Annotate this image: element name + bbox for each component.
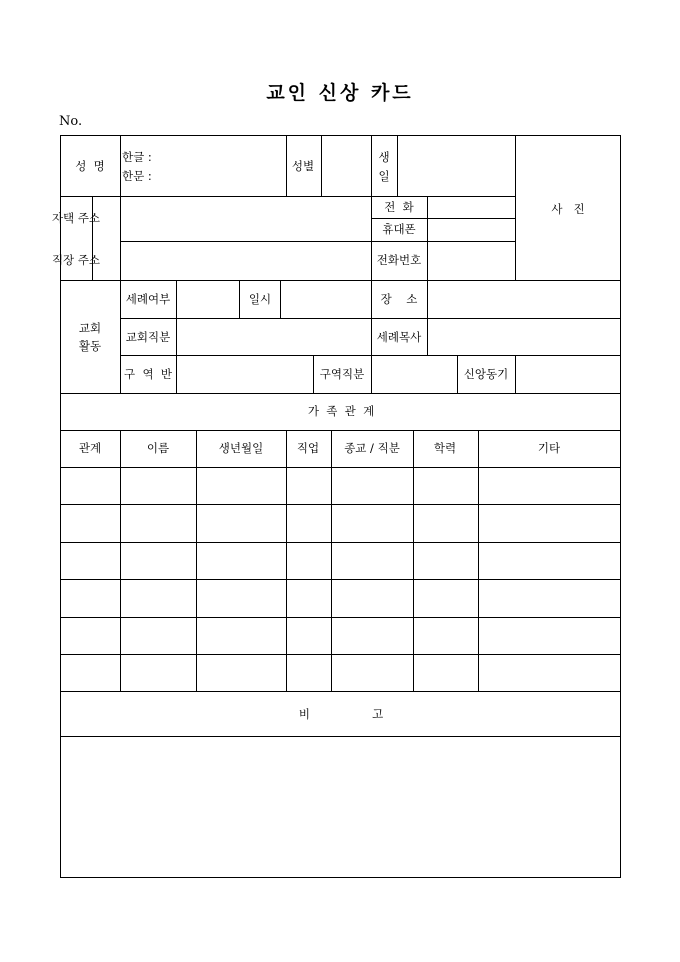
- page-title: 교인 신상 카드: [266, 82, 414, 104]
- phone-label: 전 화: [384, 200, 414, 214]
- baptism-date-label: 일시: [248, 292, 272, 306]
- baptism-label: 세례여부: [125, 292, 171, 306]
- member-card-form: [51, 135, 621, 878]
- church-activity-label-top: 교회: [78, 321, 102, 335]
- mobile-label: 휴대폰: [382, 222, 416, 236]
- district-position-label: 구역직분: [319, 367, 365, 381]
- faith-motive-label: 신앙동기: [463, 367, 509, 381]
- baptism-pastor-label: 세례목사: [376, 330, 422, 344]
- family-col-name: 이름: [146, 441, 170, 455]
- hanja-name-field[interactable]: 한문 :: [122, 169, 152, 183]
- family-col-occupation: 직업: [296, 441, 320, 455]
- church-position-label: 교회직분: [125, 330, 171, 344]
- gender-label: 성별: [291, 159, 315, 173]
- birth-label-top: 생: [378, 150, 390, 164]
- family-section-title: 가 족 관 계: [307, 404, 375, 418]
- church-activity-label-bottom: 활동: [78, 339, 102, 353]
- family-col-religion: 종교 / 직분: [344, 441, 400, 455]
- work-address-label: 직장 주소: [51, 253, 101, 267]
- baptism-place-label: 장 소: [380, 292, 418, 306]
- family-col-relation: 관계: [78, 441, 102, 455]
- family-col-other: 기타: [537, 441, 561, 455]
- family-col-education: 학력: [433, 441, 457, 455]
- remarks-section-title: 비 고: [298, 707, 384, 721]
- home-label: 자택 주소: [51, 211, 101, 225]
- remarks-area[interactable]: [61, 737, 620, 877]
- name-label: 성 명: [75, 159, 105, 173]
- family-col-birthdate: 생년월일: [218, 441, 264, 455]
- photo-box-label: 사 진: [551, 202, 585, 216]
- hangul-name-field[interactable]: 한글 :: [122, 150, 152, 164]
- card-number-label: No.: [59, 114, 83, 129]
- work-phone-label: 전화번호: [376, 253, 422, 267]
- district-label: 구 역 반: [124, 367, 172, 381]
- birth-label-bottom: 일: [378, 169, 390, 183]
